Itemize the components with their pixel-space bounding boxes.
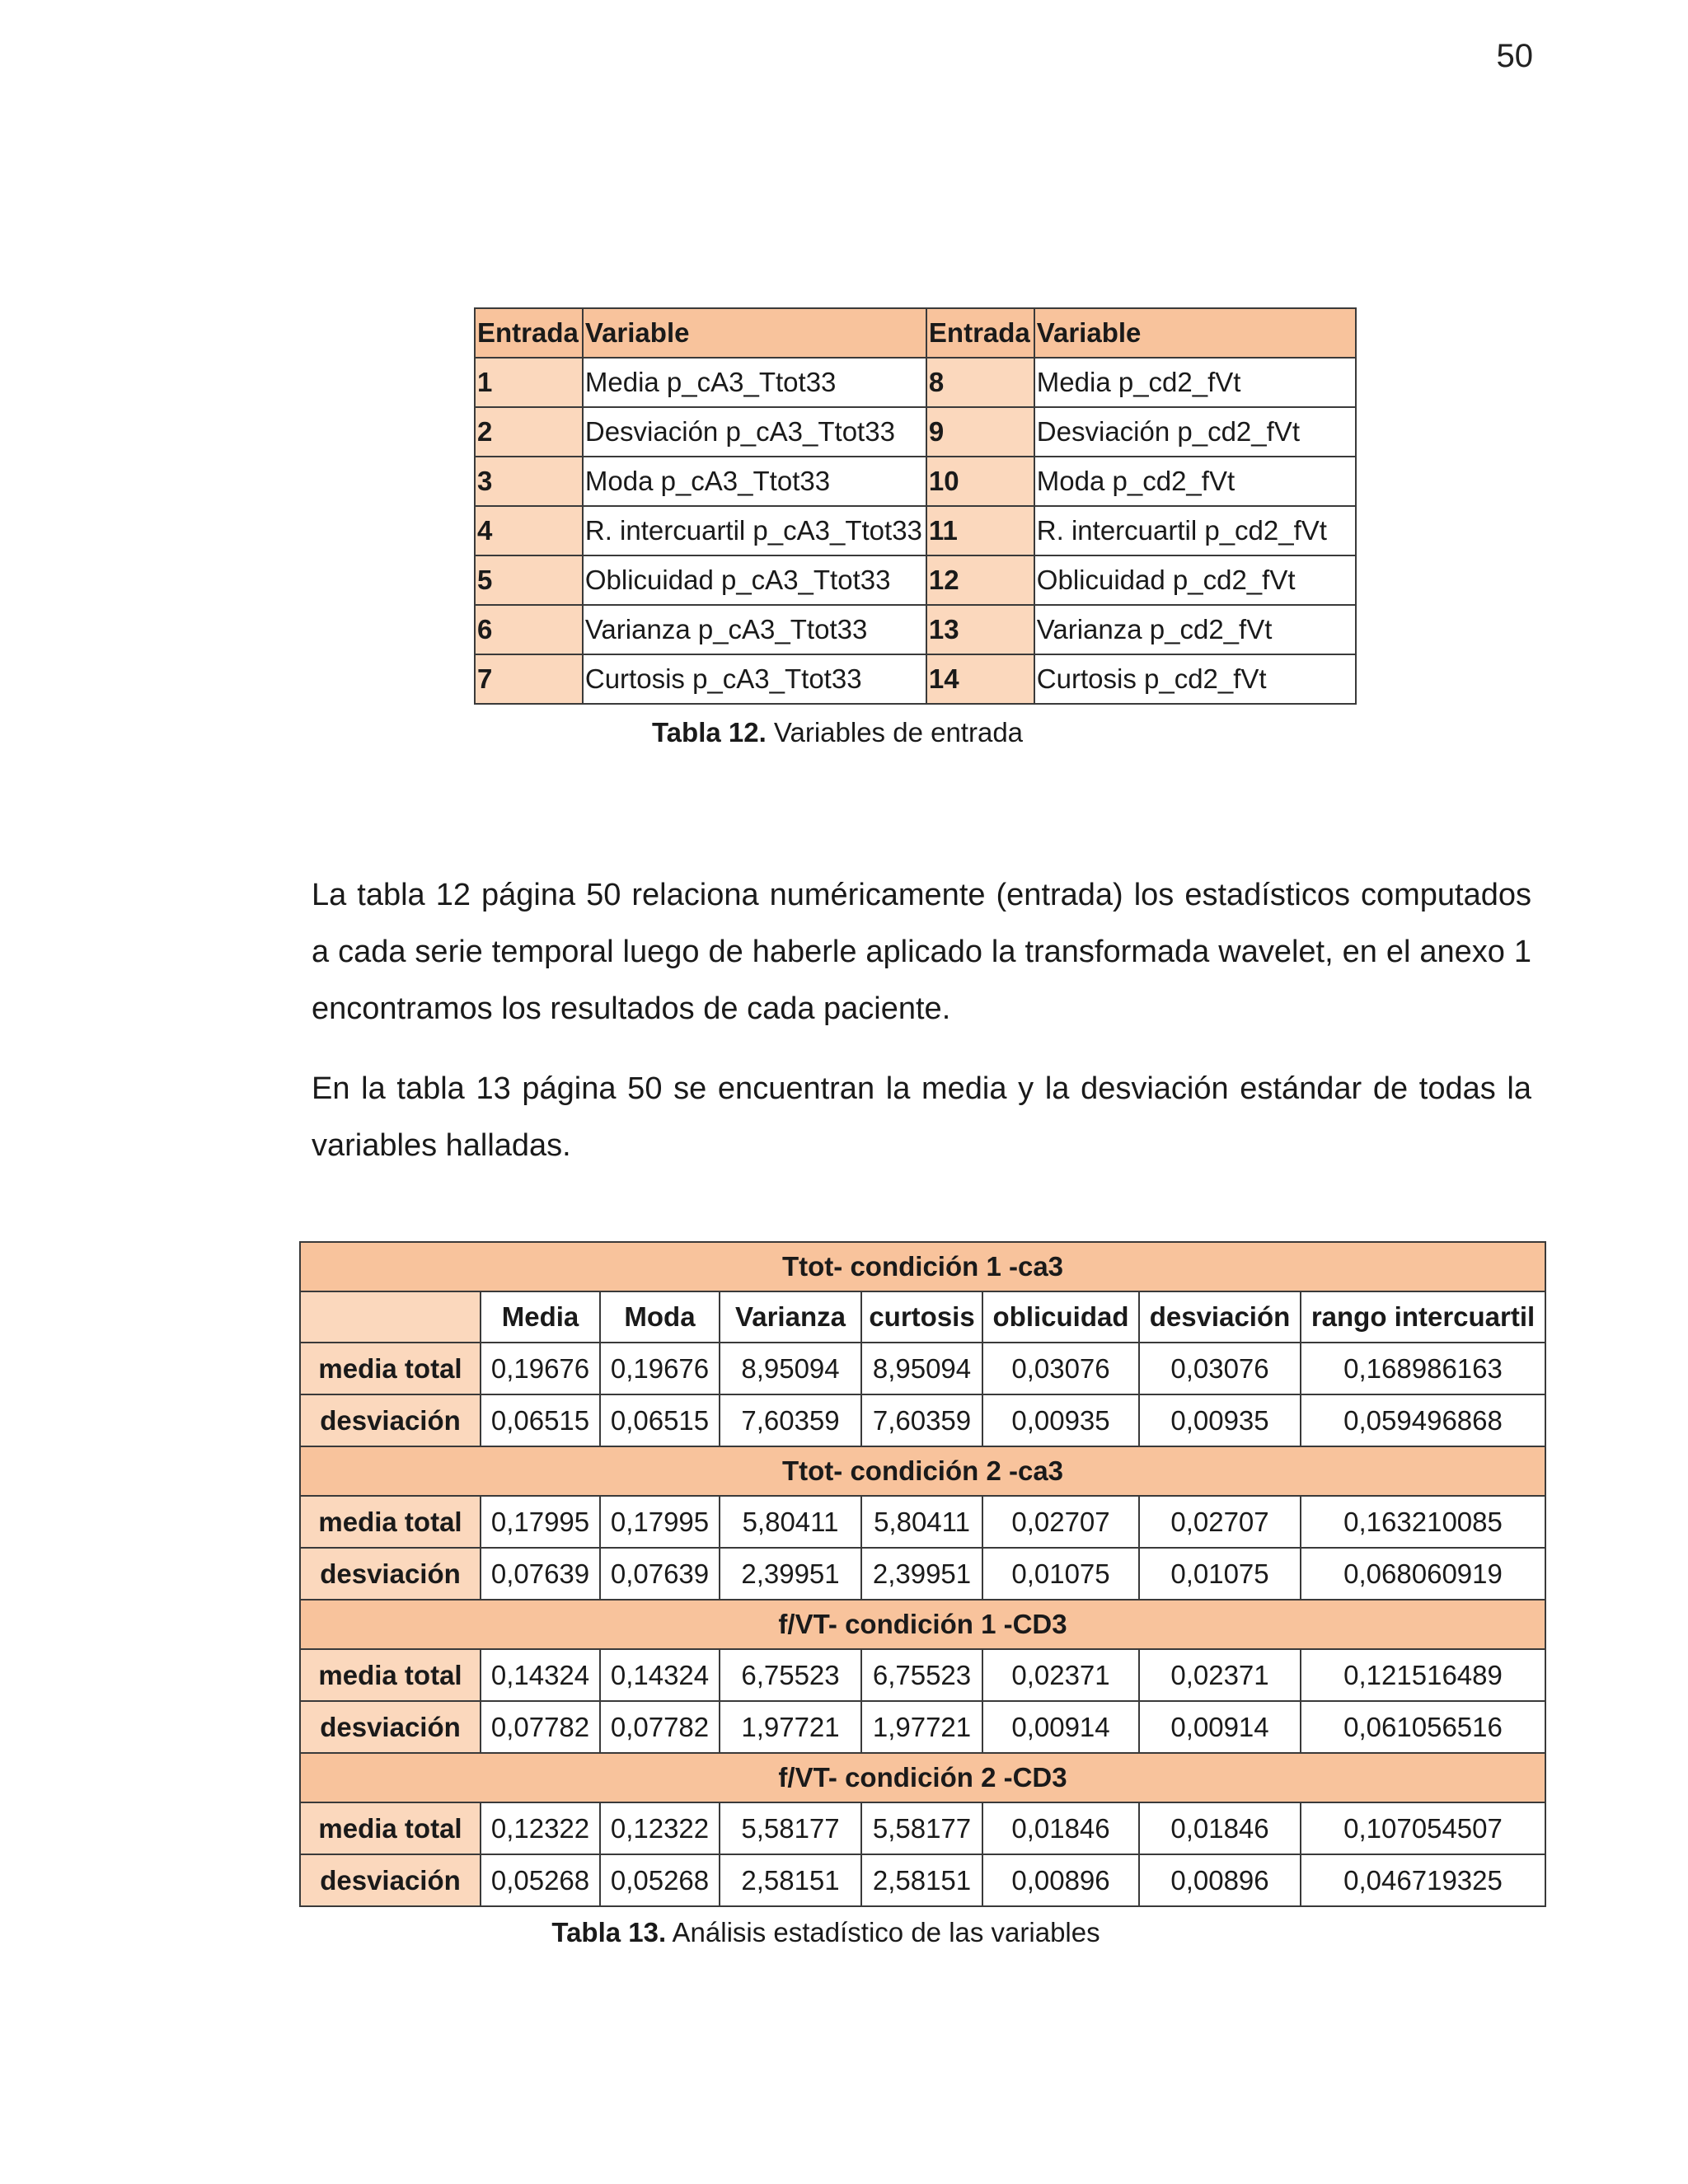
variable-name: Desviación p_cd2_fVt (1034, 407, 1356, 457)
variable-name: Curtosis p_cd2_fVt (1034, 654, 1356, 704)
table-cell: 8,95094 (720, 1343, 861, 1394)
row-label: desviación (300, 1394, 481, 1446)
table-cell: 0,05268 (481, 1854, 600, 1906)
column-header-empty (300, 1291, 481, 1343)
table-cell: 0,121516489 (1301, 1649, 1545, 1701)
table-cell: 0,01846 (982, 1802, 1139, 1854)
table-13-statistical-analysis (299, 1241, 1546, 1907)
table-row (475, 506, 1356, 555)
row-label: media total (300, 1343, 481, 1394)
table-12-caption-text: Variables de entrada (766, 717, 1024, 748)
variable-name: Oblicuidad p_cd2_fVt (1034, 555, 1356, 605)
section-header-row (300, 1600, 1545, 1649)
table-row (300, 1701, 1545, 1753)
table-cell: 0,168986163 (1301, 1343, 1545, 1394)
table-cell: 0,07639 (481, 1548, 600, 1600)
table-12-caption (0, 717, 1681, 748)
table-cell: 2,39951 (720, 1548, 861, 1600)
table-row (300, 1649, 1545, 1701)
table-cell: 0,07782 (481, 1701, 600, 1753)
table-cell: 8,95094 (861, 1343, 982, 1394)
entrada-number: 1 (475, 358, 583, 407)
column-header-varianza: Varianza (720, 1291, 861, 1343)
table-cell: 5,58177 (861, 1802, 982, 1854)
table-cell: 7,60359 (861, 1394, 982, 1446)
row-label: desviación (300, 1854, 481, 1906)
entrada-number: 14 (926, 654, 1034, 704)
row-label: desviación (300, 1701, 481, 1753)
table-cell: 5,80411 (861, 1496, 982, 1548)
table-cell: 6,75523 (720, 1649, 861, 1701)
section-title: Ttot- condición 1 -ca3 (300, 1242, 1545, 1291)
table-cell: 1,97721 (861, 1701, 982, 1753)
table-cell: 0,00914 (982, 1701, 1139, 1753)
table-cell: 0,12322 (600, 1802, 720, 1854)
table-cell: 0,12322 (481, 1802, 600, 1854)
table-cell: 0,107054507 (1301, 1802, 1545, 1854)
table-12-caption-label: Tabla 12. (651, 717, 767, 748)
variable-name: Media p_cd2_fVt (1034, 358, 1356, 407)
table-cell: 0,068060919 (1301, 1548, 1545, 1600)
table-cell: 0,02707 (982, 1496, 1139, 1548)
column-header-desviacion: desviación (1139, 1291, 1301, 1343)
table-row (475, 555, 1356, 605)
row-label: media total (300, 1649, 481, 1701)
table-cell: 0,19676 (600, 1343, 720, 1394)
variable-name: Moda p_cd2_fVt (1034, 457, 1356, 506)
row-label: desviación (300, 1548, 481, 1600)
entrada-number: 7 (475, 654, 583, 704)
table-13-caption-label: Tabla 13. (551, 1917, 667, 1947)
table-cell: 0,02371 (982, 1649, 1139, 1701)
table-row (300, 1343, 1545, 1394)
table-row (475, 457, 1356, 506)
entrada-number: 4 (475, 506, 583, 555)
table-cell: 0,06515 (600, 1394, 720, 1446)
section-title: f/VT- condición 1 -CD3 (300, 1600, 1545, 1649)
variable-name: Desviación p_cA3_Ttot33 (583, 407, 926, 457)
variable-name: Varianza p_cd2_fVt (1034, 605, 1356, 654)
table-cell: 0,14324 (600, 1649, 720, 1701)
table-row (475, 605, 1356, 654)
entrada-number: 12 (926, 555, 1034, 605)
entrada-number: 2 (475, 407, 583, 457)
table-cell: 0,17995 (600, 1496, 720, 1548)
entrada-number: 3 (475, 457, 583, 506)
variable-name: Media p_cA3_Ttot33 (583, 358, 926, 407)
table-cell: 0,01075 (1139, 1548, 1301, 1600)
table-cell: 0,061056516 (1301, 1701, 1545, 1753)
entrada-number: 13 (926, 605, 1034, 654)
table-cell: 0,00896 (1139, 1854, 1301, 1906)
paragraph-2: En la tabla 13 página 50 se encuentran la media y la desviación estándar de todas la variables halladas. (312, 1071, 1531, 1163)
column-header-oblicuidad: oblicuidad (982, 1291, 1139, 1343)
column-header-curtosis: curtosis (861, 1291, 982, 1343)
table-row (300, 1394, 1545, 1446)
table-cell: 1,97721 (720, 1701, 861, 1753)
table-13-caption-text: Análisis estadístico de las variables (666, 1917, 1100, 1947)
column-header-row (300, 1291, 1545, 1343)
table-cell: 0,14324 (481, 1649, 600, 1701)
entrada-number: 5 (475, 555, 583, 605)
entrada-number: 10 (926, 457, 1034, 506)
table-cell: 0,00935 (1139, 1394, 1301, 1446)
table-row (475, 407, 1356, 457)
variable-name: R. intercuartil p_cA3_Ttot33 (583, 506, 926, 555)
table-cell: 0,00896 (982, 1854, 1139, 1906)
table-12-header-row (475, 308, 1356, 358)
table-cell: 0,17995 (481, 1496, 600, 1548)
section-header-row (300, 1242, 1545, 1291)
table-cell: 0,03076 (982, 1343, 1139, 1394)
variable-name: Varianza p_cA3_Ttot33 (583, 605, 926, 654)
table-row (475, 358, 1356, 407)
table-cell: 2,58151 (720, 1854, 861, 1906)
variable-name: Curtosis p_cA3_Ttot33 (583, 654, 926, 704)
variable-name: R. intercuartil p_cd2_fVt (1034, 506, 1356, 555)
entrada-number: 11 (926, 506, 1034, 555)
section-title: f/VT- condición 2 -CD3 (300, 1753, 1545, 1802)
table-cell: 0,19676 (481, 1343, 600, 1394)
table-cell: 5,58177 (720, 1802, 861, 1854)
table-row (300, 1548, 1545, 1600)
section-header-row (300, 1753, 1545, 1802)
table-cell: 6,75523 (861, 1649, 982, 1701)
table-cell: 0,06515 (481, 1394, 600, 1446)
table-12-header-entrada: Entrada (475, 308, 583, 358)
row-label: media total (300, 1496, 481, 1548)
table-cell: 0,046719325 (1301, 1854, 1545, 1906)
column-header-rango-intercuartil: rango intercuartil (1301, 1291, 1545, 1343)
table-cell: 0,05268 (600, 1854, 720, 1906)
table-cell: 0,07782 (600, 1701, 720, 1753)
paragraph-1: La tabla 12 página 50 relaciona numéricamente (entrada) los estadísticos computados a cada serie temporal luego de haberle aplicado la transformada wavelet, en el anexo 1 encontramos los resultados de cada paciente. (312, 878, 1531, 1026)
table-cell: 0,00935 (982, 1394, 1139, 1446)
table-12-input-variables (474, 307, 1357, 705)
table-row (300, 1802, 1545, 1854)
page-number: 50 (1496, 38, 1533, 74)
variable-name: Moda p_cA3_Ttot33 (583, 457, 926, 506)
row-label: media total (300, 1802, 481, 1854)
table-row (475, 654, 1356, 704)
entrada-number: 9 (926, 407, 1034, 457)
table-cell: 0,01075 (982, 1548, 1139, 1600)
table-cell: 0,01846 (1139, 1802, 1301, 1854)
table-12-header-variable: Variable (583, 308, 926, 358)
table-cell: 0,00914 (1139, 1701, 1301, 1753)
column-header-moda: Moda (600, 1291, 720, 1343)
table-cell: 0,07639 (600, 1548, 720, 1600)
table-12-header-variable: Variable (1034, 308, 1356, 358)
table-row (300, 1854, 1545, 1906)
table-cell: 0,163210085 (1301, 1496, 1545, 1548)
table-row (300, 1496, 1545, 1548)
table-13-caption (0, 1917, 1670, 1948)
table-cell: 0,02707 (1139, 1496, 1301, 1548)
table-cell: 0,059496868 (1301, 1394, 1545, 1446)
table-cell: 2,39951 (861, 1548, 982, 1600)
section-header-row (300, 1446, 1545, 1496)
column-header-media: Media (481, 1291, 600, 1343)
table-cell: 7,60359 (720, 1394, 861, 1446)
table-cell: 0,03076 (1139, 1343, 1301, 1394)
table-cell: 5,80411 (720, 1496, 861, 1548)
table-cell: 0,02371 (1139, 1649, 1301, 1701)
entrada-number: 6 (475, 605, 583, 654)
table-cell: 2,58151 (861, 1854, 982, 1906)
table-12-header-entrada: Entrada (926, 308, 1034, 358)
section-title: Ttot- condición 2 -ca3 (300, 1446, 1545, 1496)
entrada-number: 8 (926, 358, 1034, 407)
variable-name: Oblicuidad p_cA3_Ttot33 (583, 555, 926, 605)
